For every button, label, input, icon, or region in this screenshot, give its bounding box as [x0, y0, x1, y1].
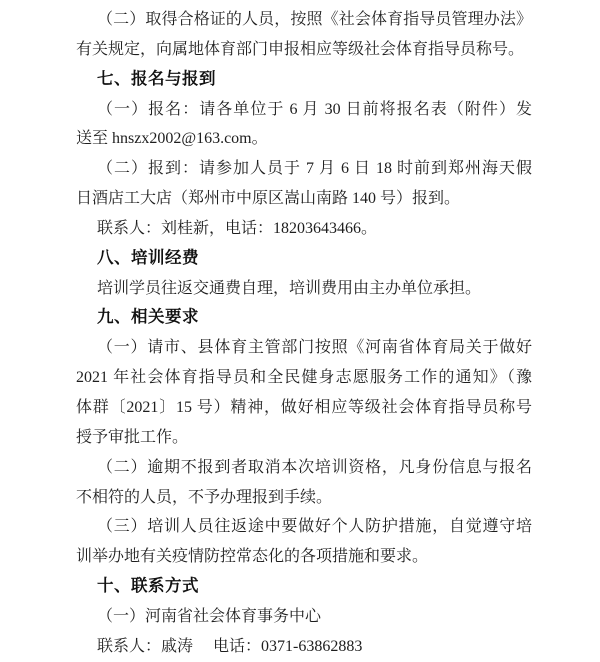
paragraph-line: 日酒店工大店（郑州市中原区嵩山南路 140 号）报到。 [76, 190, 461, 208]
paragraph-line: 培训学员往返交通费自理，培训费用由主办单位承担。 [97, 279, 482, 297]
paragraph-line: （一）报名：请各单位于 6 月 30 日前将报名表（附件）发 [97, 100, 532, 118]
paragraph-line: （三）培训人员往返途中要做好个人防护措施，自觉遵守培 [97, 518, 532, 536]
paragraph-line: （二）取得合格证的人员，按照《社会体育指导员管理办法》 [97, 11, 532, 28]
paragraph-line: 联系人：刘桂新，电话：18203643466。 [97, 219, 378, 237]
paragraph-line: 不相符的人员，不予办理报到手续。 [76, 488, 333, 506]
paragraph-line: 联系人：戚涛 电话：0371-63862883 [97, 637, 363, 655]
section-heading: 八、培训经费 [97, 248, 199, 267]
section-heading: 九、相关要求 [97, 308, 199, 327]
paragraph-line: （一）请市、县体育主管部门按照《河南省体育局关于做好 [97, 339, 532, 357]
paragraph-line: 有关规定，向属地体育部门申报相应等级社会体育指导员称号。 [76, 40, 525, 58]
paragraph-line: 体群〔2021〕15 号）精神，做好相应等级社会体育指导员称号 [76, 398, 532, 416]
paragraph-line: 授予审批工作。 [76, 428, 189, 446]
paragraph-line: 2021 年社会体育指导员和全民健身志愿服务工作的通知》（豫 [76, 369, 532, 387]
section-heading: 十、联系方式 [97, 577, 199, 596]
paragraph-line: 送至 hnszx2002@163.com。 [76, 130, 268, 148]
document-text-block [76, 5, 532, 662]
section-heading: 七、报名与报到 [97, 69, 216, 88]
paragraph-line: （一）河南省社会体育事务中心 [97, 607, 322, 625]
paragraph-line: （二）逾期不报到者取消本次培训资格，凡身份信息与报名 [97, 458, 532, 476]
paragraph-line: （二）报到：请参加人员于 7 月 6 日 18 时前到郑州海天假 [97, 160, 532, 178]
paragraph-line: 训举办地有关疫情防控常态化的各项措施和要求。 [76, 548, 429, 566]
